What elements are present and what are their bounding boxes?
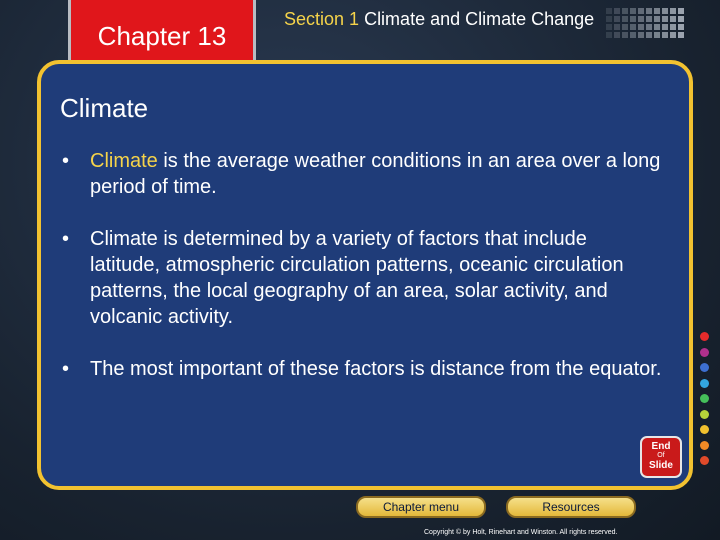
grid-square [646,8,652,14]
color-dots [700,332,709,472]
chapter-label: Chapter 13 [97,21,227,51]
grid-square [606,24,612,30]
grid-square [670,24,676,30]
grid-square [662,32,668,38]
grid-square [646,32,652,38]
grid-square [678,8,684,14]
section-number: Section 1 [284,9,360,29]
grid-square [606,16,612,22]
bullet-text: is the average weather conditions in an area over a long period of time. [90,150,661,198]
of-label: Of [657,452,665,459]
bullet-item [62,226,662,330]
slide-label: Slide [649,460,673,471]
grid-square [662,24,668,30]
color-dot [700,348,709,357]
grid-square [638,32,644,38]
grid-square [630,24,636,30]
grid-square [622,24,628,30]
bullet-dot: • [62,228,70,250]
color-dot [700,394,709,403]
grid-square [654,16,660,22]
grid-square [622,16,628,22]
grid-square [638,16,644,22]
grid-square [670,8,676,14]
grid-square [670,16,676,22]
grid-square [678,24,684,30]
grid-square [614,32,620,38]
bullet-text: Climate is determined by a variety of factors that include latitude, atmospheric circulation patterns, oceanic circulation patterns, the local geography of an area, solar activity, and volcanic activity. [90,228,624,328]
grid-square [654,8,660,14]
grid-square [670,32,676,38]
color-dot [700,456,709,465]
bullet-dot: • [62,150,70,172]
color-dot [700,332,709,341]
grid-square [678,32,684,38]
section-title [284,7,604,31]
grid-square [614,8,620,14]
section-title-text: Climate and Climate Change [359,9,595,29]
grid-square [654,32,660,38]
bullet-item [62,148,662,200]
grid-square [614,24,620,30]
grid-square [630,8,636,14]
end-of-slide-button[interactable] [640,436,682,478]
color-dot [700,363,709,372]
grid-square [646,24,652,30]
grid-square [622,8,628,14]
bullet-dot: • [62,358,70,380]
color-dot [700,425,709,434]
end-label: End [651,441,671,452]
color-dot [700,410,709,419]
grid-square [638,24,644,30]
grid-square [630,32,636,38]
grid-square [654,24,660,30]
resources-button[interactable]: Resources [506,496,636,518]
color-dot [700,441,709,450]
grid-square [606,32,612,38]
copyright-text: Copyright © by Holt, Rinehart and Winston. All rights reserved. [424,529,618,536]
grid-square [606,8,612,14]
slide-heading: Climate [60,93,149,123]
bullet-text: The most important of these factors is distance from the equator. [90,358,662,380]
grid-square [662,16,668,22]
grid-square [678,16,684,22]
grid-square [630,16,636,22]
grid-square [622,32,628,38]
decorative-grid [606,8,684,38]
grid-square [614,16,620,22]
bullet-item [62,356,662,382]
grid-square [662,8,668,14]
key-term: Climate [90,150,158,172]
chapter-menu-button[interactable]: Chapter menu [356,496,486,518]
grid-square [638,8,644,14]
grid-square [646,16,652,22]
color-dot [700,379,709,388]
